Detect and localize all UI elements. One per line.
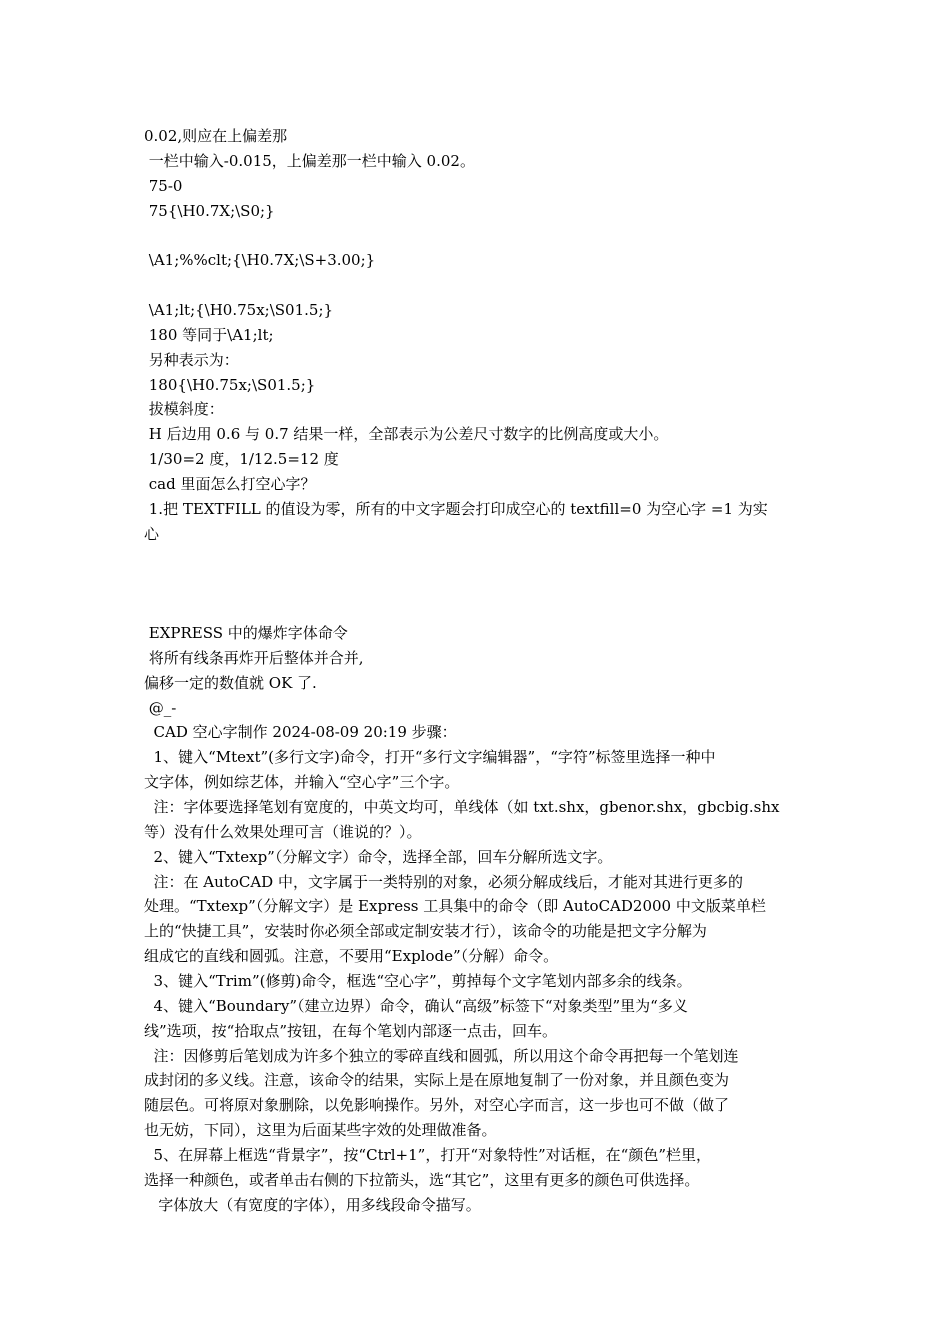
text-line: \A1;lt;{\H0.75x;\S01.5;} — [144, 301, 334, 319]
text-line: @_- — [144, 698, 177, 717]
text-line: 注：因修剪后笔划成为许多个独立的零碎直线和圆弧，所以用这个命令再把每一个笔划连 — [144, 1046, 739, 1065]
text-line: 4、键入“Boundary”（建立边界）命令，确认“高级”标签下“对象类型”里为“多义 — [144, 996, 688, 1015]
text-line: 偏移一定的数值就 OK 了. — [144, 673, 317, 692]
text-line: 75-0 — [144, 176, 183, 195]
text-line: 注：字体要选择笔划有宽度的，中英文均可，单线体（如 txt.shx，gbenor.shx，gbcbig.shx — [144, 798, 780, 816]
text-line: H 后边用 0.6 与 0.7 结果一样，全部表示为公差尺寸数字的比例高度或大小。 — [144, 425, 669, 444]
text-line: 成封闭的多义线。注意，该命令的结果，实际上是在原地复制了一份对象，并且颜色变为 — [144, 1071, 730, 1090]
text-line: 1.把 TEXTFILL 的值设为零，所有的中文字题会打印成空心的 textfill=0 为空心字 =1 为实 — [144, 499, 768, 518]
text-line: 随层色。可将原对象删除，以免影响操作。另外，对空心字而言，这一步也可不做（做了 — [144, 1096, 730, 1115]
text-line: CAD 空心字制作 2024-08-09 20:19 步骤： — [144, 723, 457, 742]
text-line: 拔模斜度： — [144, 400, 224, 419]
text-line: 一栏中输入-0.015，上偏差那一栏中输入 0.02。 — [144, 151, 475, 170]
text-line: 3、键入“Trim”(修剪)命令，框选“空心字”，剪掉每个文字笔划内部多余的线条。 — [144, 971, 692, 990]
text-line: 线”选项，按“拾取点”按钮，在每个笔划内部逐一点击，回车。 — [144, 1021, 558, 1040]
text-line: 75{\H0.7X;\S0;} — [144, 201, 275, 220]
text-line: 处理。“Txtexp”（分解文字）是 Express 工具集中的命令（即 AutoCAD2000 中文版菜单栏 — [144, 897, 766, 916]
text-line: 文字体，例如综艺体，并输入“空心字”三个字。 — [144, 773, 460, 792]
text-line: cad 里面怎么打空心字？ — [144, 474, 316, 493]
text-line: 将所有线条再炸开后整体并合并, — [144, 648, 364, 667]
text-line: 选择一种颜色，或者单击右侧的下拉箭头，选“其它”，这里有更多的颜色可供选择。 — [144, 1170, 700, 1189]
text-line: 字体放大（有宽度的字体），用多线段命令描写。 — [144, 1195, 481, 1214]
text-line: 0.02,则应在上偏差那 — [144, 127, 288, 145]
text-line: 5、在屏幕上框选“背景字”，按“Ctrl+1”，打开“对象特性”对话框，在“颜色”栏里， — [144, 1145, 712, 1164]
text-line: 等）没有什么效果处理可言（谁说的？）。 — [144, 822, 422, 841]
text-line: 180 等同于\A1;lt; — [144, 325, 274, 344]
text-line: 上的“快捷工具”，安装时你必须全部或定制安装才行），该命令的功能是把文字分解为 — [144, 922, 707, 941]
text-line: \A1;%%clt;{\H0.7X;\S+3.00;} — [144, 251, 376, 270]
text-line: EXPRESS 中的爆炸字体命令 — [144, 624, 348, 642]
text-line: 2、键入“Txtexp”（分解文字）命令，选择全部，回车分解所选文字。 — [144, 847, 613, 866]
text-line: 心 — [144, 524, 160, 543]
text-line: 另种表示为： — [144, 350, 239, 369]
text-line: 组成它的直线和圆弧。注意，不要用“Explode”（分解）命令。 — [144, 947, 559, 966]
text-line: 也无妨，下同），这里为后面某些字效的处理做准备。 — [144, 1121, 497, 1139]
text-line: 注：在 AutoCAD 中，文字属于一类特别的对象，必须分解成线后，才能对其进行更多的 — [144, 872, 743, 891]
text-line: 1、键入“Mtext”(多行文字)命令，打开“多行文字编辑器”，“字符”标签里选择一种中 — [144, 748, 716, 767]
text-line: 1/30=2 度，1/12.5=12 度 — [144, 450, 339, 469]
text-line: 180{\H0.75x;\S01.5;} — [144, 375, 316, 394]
